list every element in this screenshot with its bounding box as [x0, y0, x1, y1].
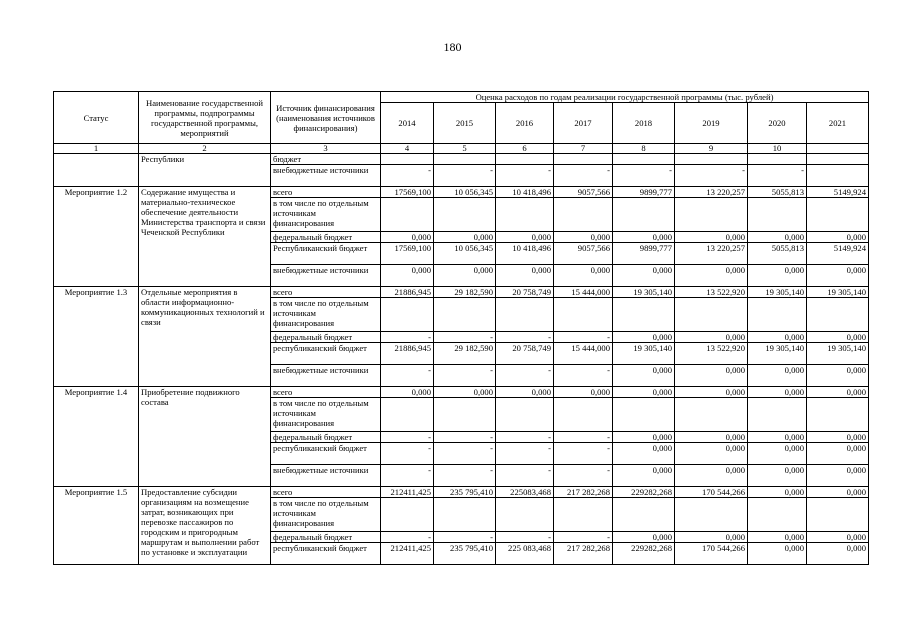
amount-cell: 0,000 — [675, 432, 748, 443]
amount-cell: 20 758,749 — [496, 287, 554, 298]
amount-cell: 0,000 — [613, 387, 675, 398]
amount-cell: 0,000 — [807, 387, 869, 398]
amount-cell: 0,000 — [613, 232, 675, 243]
amount-cell: 10 418,496 — [496, 187, 554, 198]
table-row — [54, 187, 869, 198]
amount-cell: 10 418,496 — [496, 243, 554, 265]
amount-cell: 0,000 — [554, 232, 613, 243]
amount-cell: 0,000 — [748, 232, 807, 243]
amount-cell: 9057,566 — [554, 187, 613, 198]
amount-cell: 235 795,410 — [434, 543, 496, 565]
amount-cell: 0,000 — [807, 265, 869, 287]
amount-cell: 21886,945 — [381, 343, 434, 365]
column-number: 3 — [271, 144, 381, 154]
funding-source: в том числе по отдельным источникам финансирования — [271, 198, 381, 232]
amount-cell: 0,000 — [613, 432, 675, 443]
amount-cell: 17569,100 — [381, 187, 434, 198]
amount-cell: 170 544,266 — [675, 543, 748, 565]
amount-cell — [807, 498, 869, 532]
amount-cell: 9057,566 — [554, 243, 613, 265]
year-header: 2019 — [675, 103, 748, 144]
funding-source: бюджет — [271, 154, 381, 165]
amount-cell: - — [496, 532, 554, 543]
header-estimate: Оценка расходов по годам реализации государственной программы (тыс. рублей) — [381, 92, 869, 103]
amount-cell: 9899,777 — [613, 243, 675, 265]
amount-cell — [496, 298, 554, 332]
year-header: 2016 — [496, 103, 554, 144]
amount-cell: - — [434, 365, 496, 387]
amount-cell — [554, 198, 613, 232]
amount-cell: 0,000 — [381, 387, 434, 398]
amount-cell — [748, 198, 807, 232]
column-number: 8 — [613, 144, 675, 154]
amount-cell: 0,000 — [748, 465, 807, 487]
amount-cell: 0,000 — [496, 387, 554, 398]
amount-cell: - — [554, 465, 613, 487]
amount-cell — [807, 165, 869, 187]
funding-source: в том числе по отдельным источникам финансирования — [271, 498, 381, 532]
amount-cell: - — [381, 365, 434, 387]
page-number: 180 — [443, 40, 462, 54]
amount-cell — [496, 498, 554, 532]
amount-cell: 19 305,140 — [613, 343, 675, 365]
amount-cell: 21886,945 — [381, 287, 434, 298]
amount-cell: 212411,425 — [381, 487, 434, 498]
amount-cell: 0,000 — [613, 443, 675, 465]
column-number: 9 — [675, 144, 748, 154]
amount-cell: 0,000 — [748, 332, 807, 343]
column-number: 2 — [139, 144, 271, 154]
budget-table — [53, 91, 869, 565]
amount-cell — [748, 154, 807, 165]
amount-cell — [613, 198, 675, 232]
funding-source: всего — [271, 487, 381, 498]
year-header: 2014 — [381, 103, 434, 144]
amount-cell: 0,000 — [748, 543, 807, 565]
header-status: Статус — [54, 92, 139, 144]
table-row — [54, 387, 869, 398]
amount-cell — [675, 154, 748, 165]
amount-cell: 0,000 — [675, 532, 748, 543]
amount-cell: 235 795,410 — [434, 487, 496, 498]
amount-cell: 0,000 — [434, 387, 496, 398]
column-numbers-row — [54, 144, 869, 154]
amount-cell: - — [496, 332, 554, 343]
funding-source: республиканский бюджет — [271, 443, 381, 465]
amount-cell: - — [434, 465, 496, 487]
column-number — [807, 144, 869, 154]
amount-cell — [807, 198, 869, 232]
amount-cell: 225083,468 — [496, 487, 554, 498]
amount-cell — [434, 154, 496, 165]
amount-cell: - — [381, 165, 434, 187]
amount-cell: - — [554, 332, 613, 343]
amount-cell: 5149,924 — [807, 243, 869, 265]
amount-cell: 20 758,749 — [496, 343, 554, 365]
amount-cell: 0,000 — [807, 443, 869, 465]
amount-cell: 0,000 — [807, 232, 869, 243]
amount-cell: 0,000 — [613, 265, 675, 287]
amount-cell: 13 522,920 — [675, 343, 748, 365]
amount-cell: 0,000 — [748, 432, 807, 443]
measure-name: Республики — [139, 154, 271, 187]
measure-name: Приобретение подвижного состава — [139, 387, 271, 487]
amount-cell — [613, 498, 675, 532]
table-body — [54, 154, 869, 565]
header-row — [54, 92, 869, 103]
amount-cell — [434, 298, 496, 332]
amount-cell: 0,000 — [613, 332, 675, 343]
amount-cell: - — [496, 365, 554, 387]
funding-source: внебюджетные источники — [271, 365, 381, 387]
funding-source: республиканский бюджет — [271, 343, 381, 365]
column-number: 7 — [554, 144, 613, 154]
column-number: 5 — [434, 144, 496, 154]
funding-source: всего — [271, 187, 381, 198]
year-header: 2017 — [554, 103, 613, 144]
amount-cell: 13 220,257 — [675, 187, 748, 198]
amount-cell — [748, 398, 807, 432]
year-header: 2015 — [434, 103, 496, 144]
amount-cell — [381, 498, 434, 532]
funding-source: внебюджетные источники — [271, 265, 381, 287]
amount-cell: 0,000 — [381, 265, 434, 287]
amount-cell: 0,000 — [554, 265, 613, 287]
amount-cell — [554, 398, 613, 432]
amount-cell — [748, 498, 807, 532]
amount-cell: 0,000 — [748, 265, 807, 287]
amount-cell: 29 182,590 — [434, 287, 496, 298]
amount-cell: - — [434, 443, 496, 465]
amount-cell: - — [554, 532, 613, 543]
amount-cell: 0,000 — [496, 265, 554, 287]
table-row — [54, 487, 869, 498]
amount-cell — [381, 398, 434, 432]
amount-cell: - — [434, 165, 496, 187]
funding-source: в том числе по отдельным источникам финансирования — [271, 398, 381, 432]
amount-cell: 19 305,140 — [748, 343, 807, 365]
funding-source: внебюджетные источники — [271, 465, 381, 487]
amount-cell: 217 282,268 — [554, 543, 613, 565]
measure-status: Мероприятие 1.3 — [54, 287, 139, 387]
amount-cell: 0,000 — [434, 265, 496, 287]
amount-cell — [675, 398, 748, 432]
amount-cell: 217 282,268 — [554, 487, 613, 498]
amount-cell: 0,000 — [748, 487, 807, 498]
measure-name: Предоставление субсидии организациям на возмещение затрат, возникающих при перевозке пассажиров по городским и пригородным маршрутам и выполнении работ по установке и эксплуатации — [139, 487, 271, 565]
amount-cell: - — [675, 165, 748, 187]
amount-cell: 0,000 — [381, 232, 434, 243]
funding-source: федеральный бюджет — [271, 532, 381, 543]
amount-cell: 19 305,140 — [807, 287, 869, 298]
funding-source: федеральный бюджет — [271, 332, 381, 343]
amount-cell: - — [496, 465, 554, 487]
amount-cell: 0,000 — [748, 387, 807, 398]
amount-cell: 10 056,345 — [434, 187, 496, 198]
amount-cell: 0,000 — [675, 265, 748, 287]
amount-cell: - — [554, 432, 613, 443]
amount-cell: 0,000 — [675, 387, 748, 398]
amount-cell: - — [381, 465, 434, 487]
amount-cell: 0,000 — [748, 443, 807, 465]
amount-cell — [807, 154, 869, 165]
table-row — [54, 287, 869, 298]
amount-cell — [381, 198, 434, 232]
funding-source: внебюджетные источники — [271, 165, 381, 187]
amount-cell — [496, 198, 554, 232]
funding-source: федеральный бюджет — [271, 432, 381, 443]
funding-source: республиканский бюджет — [271, 543, 381, 565]
amount-cell — [613, 154, 675, 165]
table-row — [54, 154, 869, 165]
funding-source: всего — [271, 287, 381, 298]
amount-cell: 229282,268 — [613, 543, 675, 565]
funding-source: федеральный бюджет — [271, 232, 381, 243]
amount-cell — [675, 198, 748, 232]
amount-cell — [748, 298, 807, 332]
amount-cell: 10 056,345 — [434, 243, 496, 265]
amount-cell: 0,000 — [807, 487, 869, 498]
amount-cell: 0,000 — [675, 365, 748, 387]
amount-cell: 0,000 — [807, 532, 869, 543]
amount-cell: 13 220,257 — [675, 243, 748, 265]
amount-cell — [434, 498, 496, 532]
amount-cell: 212411,425 — [381, 543, 434, 565]
measure-name: Отдельные мероприятия в области информационно-коммуникационных технологий и связи — [139, 287, 271, 387]
amount-cell: 0,000 — [675, 465, 748, 487]
amount-cell: 0,000 — [807, 432, 869, 443]
amount-cell: 19 305,140 — [748, 287, 807, 298]
year-header: 2018 — [613, 103, 675, 144]
amount-cell: - — [496, 443, 554, 465]
amount-cell: 0,000 — [554, 387, 613, 398]
year-header: 2021 — [807, 103, 869, 144]
amount-cell: 0,000 — [748, 365, 807, 387]
amount-cell: 5055,813 — [748, 187, 807, 198]
column-number: 6 — [496, 144, 554, 154]
amount-cell — [381, 298, 434, 332]
measure-name: Содержание имущества и материально-техническое обеспечение деятельности Министерства транспорта и связи Чеченской Республики — [139, 187, 271, 287]
amount-cell — [807, 398, 869, 432]
amount-cell: - — [381, 432, 434, 443]
amount-cell — [496, 398, 554, 432]
amount-cell: 229282,268 — [613, 487, 675, 498]
amount-cell: - — [496, 432, 554, 443]
amount-cell: - — [434, 432, 496, 443]
amount-cell: 0,000 — [613, 465, 675, 487]
amount-cell: - — [554, 443, 613, 465]
amount-cell: - — [613, 165, 675, 187]
amount-cell: - — [434, 532, 496, 543]
funding-source: всего — [271, 387, 381, 398]
amount-cell: 29 182,590 — [434, 343, 496, 365]
amount-cell: 0,000 — [675, 232, 748, 243]
amount-cell: 17569,100 — [381, 243, 434, 265]
amount-cell: 5149,924 — [807, 187, 869, 198]
amount-cell — [554, 298, 613, 332]
amount-cell: 19 305,140 — [613, 287, 675, 298]
amount-cell — [675, 298, 748, 332]
amount-cell: 170 544,266 — [675, 487, 748, 498]
amount-cell: 0,000 — [613, 532, 675, 543]
amount-cell: - — [496, 165, 554, 187]
amount-cell — [554, 154, 613, 165]
measure-status: Мероприятие 1.2 — [54, 187, 139, 287]
amount-cell: 0,000 — [807, 543, 869, 565]
amount-cell: 0,000 — [675, 332, 748, 343]
amount-cell: 5055,813 — [748, 243, 807, 265]
header-source: Источник финансирования (наименования источников финансирования) — [271, 92, 381, 144]
amount-cell: - — [381, 332, 434, 343]
column-number: 4 — [381, 144, 434, 154]
amount-cell: 0,000 — [807, 465, 869, 487]
amount-cell: 225 083,468 — [496, 543, 554, 565]
amount-cell — [675, 498, 748, 532]
amount-cell: 0,000 — [675, 443, 748, 465]
column-number: 1 — [54, 144, 139, 154]
amount-cell: 19 305,140 — [807, 343, 869, 365]
amount-cell — [807, 298, 869, 332]
amount-cell — [434, 398, 496, 432]
amount-cell: - — [554, 365, 613, 387]
amount-cell: 0,000 — [434, 232, 496, 243]
amount-cell: 0,000 — [807, 332, 869, 343]
amount-cell — [434, 198, 496, 232]
column-number: 10 — [748, 144, 807, 154]
funding-source: в том числе по отдельным источникам финансирования — [271, 298, 381, 332]
amount-cell: - — [434, 332, 496, 343]
measure-status — [54, 154, 139, 187]
amount-cell: 0,000 — [748, 532, 807, 543]
measure-status: Мероприятие 1.5 — [54, 487, 139, 565]
amount-cell: 15 444,000 — [554, 287, 613, 298]
amount-cell: - — [554, 165, 613, 187]
amount-cell: - — [381, 532, 434, 543]
amount-cell: 15 444,000 — [554, 343, 613, 365]
funding-source: Республиканский бюджет — [271, 243, 381, 265]
amount-cell: 0,000 — [496, 232, 554, 243]
amount-cell: 0,000 — [807, 365, 869, 387]
amount-cell — [613, 298, 675, 332]
amount-cell — [496, 154, 554, 165]
amount-cell: - — [748, 165, 807, 187]
amount-cell: 9899,777 — [613, 187, 675, 198]
header-name: Наименование государственной программы, подпрограммы государственной программы, мероприятий — [139, 92, 271, 144]
amount-cell — [613, 398, 675, 432]
measure-status: Мероприятие 1.4 — [54, 387, 139, 487]
amount-cell: 13 522,920 — [675, 287, 748, 298]
amount-cell: 0,000 — [613, 365, 675, 387]
year-header: 2020 — [748, 103, 807, 144]
amount-cell — [381, 154, 434, 165]
amount-cell — [554, 498, 613, 532]
amount-cell: - — [381, 443, 434, 465]
